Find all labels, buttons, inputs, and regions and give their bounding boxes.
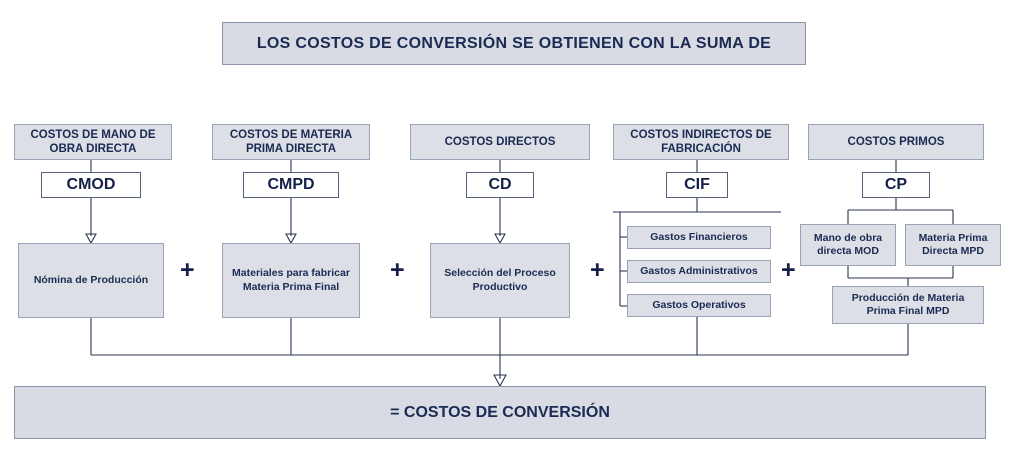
- code-badge-cp: CP: [862, 172, 930, 198]
- page-title: LOS COSTOS DE CONVERSIÓN SE OBTIENEN CON LA SUMA DE: [222, 22, 806, 65]
- node-mano-obra-directa-mod: Mano de obra directa MOD: [800, 224, 896, 266]
- node-gastos-administrativos: Gastos Administrativos: [627, 260, 771, 283]
- node-materia-prima-directa-mpd: Materia Prima Directa MPD: [905, 224, 1001, 266]
- column-header-cd: COSTOS DIRECTOS: [410, 124, 590, 160]
- code-badge-cd: CD: [466, 172, 534, 198]
- result-banner: = COSTOS DE CONVERSIÓN: [14, 386, 986, 439]
- node-gastos-operativos: Gastos Operativos: [627, 294, 771, 317]
- code-badge-cmpd: CMPD: [243, 172, 339, 198]
- column-header-cif: COSTOS INDIRECTOS DE FABRICACIÓN: [613, 124, 789, 160]
- operator-plus-3: +: [590, 256, 605, 284]
- node-gastos-financieros: Gastos Financieros: [627, 226, 771, 249]
- node-nomina-produccion: Nómina de Producción: [18, 243, 164, 318]
- column-header-cp: COSTOS PRIMOS: [808, 124, 984, 160]
- operator-plus-1: +: [180, 256, 195, 284]
- code-badge-cif: CIF: [666, 172, 728, 198]
- node-materiales-materia-prima: Materiales para fabricar Materia Prima Final: [222, 243, 360, 318]
- node-seleccion-proceso: Selección del Proceso Productivo: [430, 243, 570, 318]
- column-header-cmpd: COSTOS DE MATERIA PRIMA DIRECTA: [212, 124, 370, 160]
- column-header-cmod: COSTOS DE MANO DE OBRA DIRECTA: [14, 124, 172, 160]
- operator-plus-4: +: [781, 256, 796, 284]
- node-produccion-materia-prima-final: Producción de Materia Prima Final MPD: [832, 286, 984, 324]
- operator-plus-2: +: [390, 256, 405, 284]
- code-badge-cmod: CMOD: [41, 172, 141, 198]
